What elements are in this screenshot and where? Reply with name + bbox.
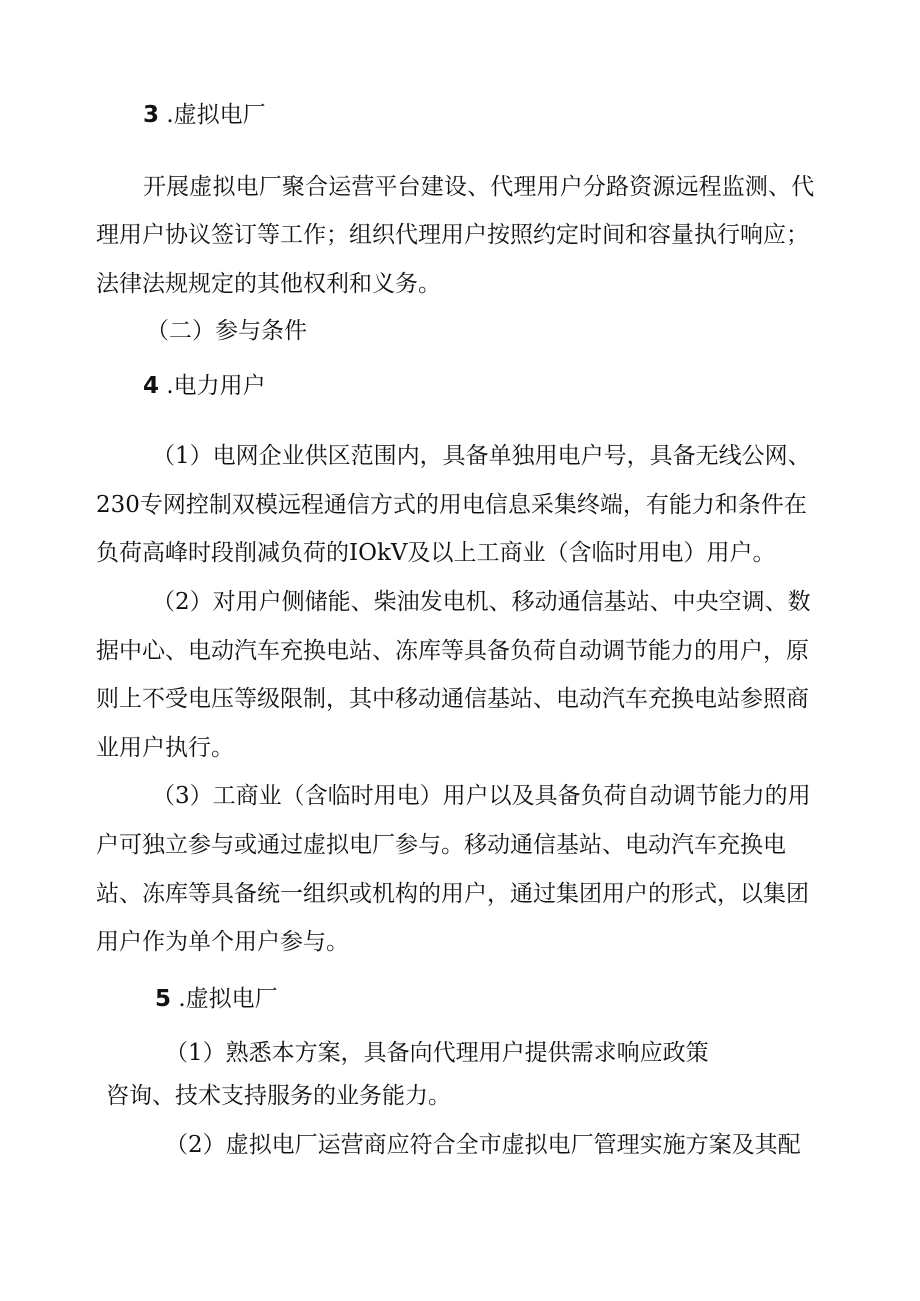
section-3-para-line-1: 开展虚拟电厂聚合运营平台建设、代理用户分路资源远程监测、代	[143, 174, 815, 200]
section-4-item-2-line-4: 业用户执行。	[96, 735, 234, 761]
section-3-title: .虚拟电厂	[166, 102, 266, 128]
sub-heading: （二）参与条件	[146, 318, 307, 344]
section-4-item-1-line-3: 负荷高峰时段削减负荷的IOkV及以上工商业（含临时用电）用户。	[96, 540, 776, 566]
section-5-heading	[155, 984, 278, 1014]
section-4-item-3-line-4: 用户作为单个用户参与。	[96, 929, 349, 955]
section-5-item-2-line-1: （2）虚拟电厂运营商应符合全市虚拟电厂管理实施方案及其配	[165, 1132, 801, 1158]
section-4-item-2-line-2: 据中心、电动汽车充换电站、冻库等具备负荷自动调节能力的用户，原	[96, 638, 809, 664]
section-4-item-1-line-2: 230专网控制双模远程通信方式的用电信息采集终端，有能力和条件在	[96, 492, 807, 518]
section-4-item-2-line-1: （2）对用户侧储能、柴油发电机、移动通信基站、中央空调、数	[152, 589, 811, 615]
section-3-heading	[143, 100, 266, 130]
section-5-item-1-line-2: 咨询、技术支持服务的业务能力。	[106, 1083, 451, 1109]
section-3-para-line-2: 理用户协议签订等工作；组织代理用户按照约定时间和容量执行响应；	[96, 222, 809, 248]
section-5-item-1-line-1: （1）熟悉本方案，具备向代理用户提供需求响应政策	[165, 1040, 709, 1066]
section-4-item-3-line-1: （3）工商业（含临时用电）用户以及具备负荷自动调节能力的用	[152, 783, 811, 809]
section-5-title: .虚拟电厂	[178, 986, 278, 1012]
section-4-number: 4	[143, 373, 160, 399]
section-3-number: 3	[143, 102, 160, 128]
section-5-number: 5	[155, 986, 172, 1012]
section-4-heading	[143, 371, 266, 401]
section-4-item-3-line-3: 站、冻库等具备统一组织或机构的用户，通过集团用户的形式，以集团	[96, 881, 809, 907]
section-4-item-1-line-1: （1）电网企业供区范围内，具备单独用电户号，具备无线公网、	[152, 443, 811, 469]
section-3-para-line-3: 法律法规规定的其他权利和义务。	[96, 271, 441, 297]
section-4-item-3-line-2: 户可独立参与或通过虚拟电厂参与。移动通信基站、电动汽车充换电	[96, 832, 786, 858]
section-4-item-2-line-3: 则上不受电压等级限制，其中移动通信基站、电动汽车充换电站参照商	[96, 686, 809, 712]
section-4-title: .电力用户	[166, 373, 266, 399]
